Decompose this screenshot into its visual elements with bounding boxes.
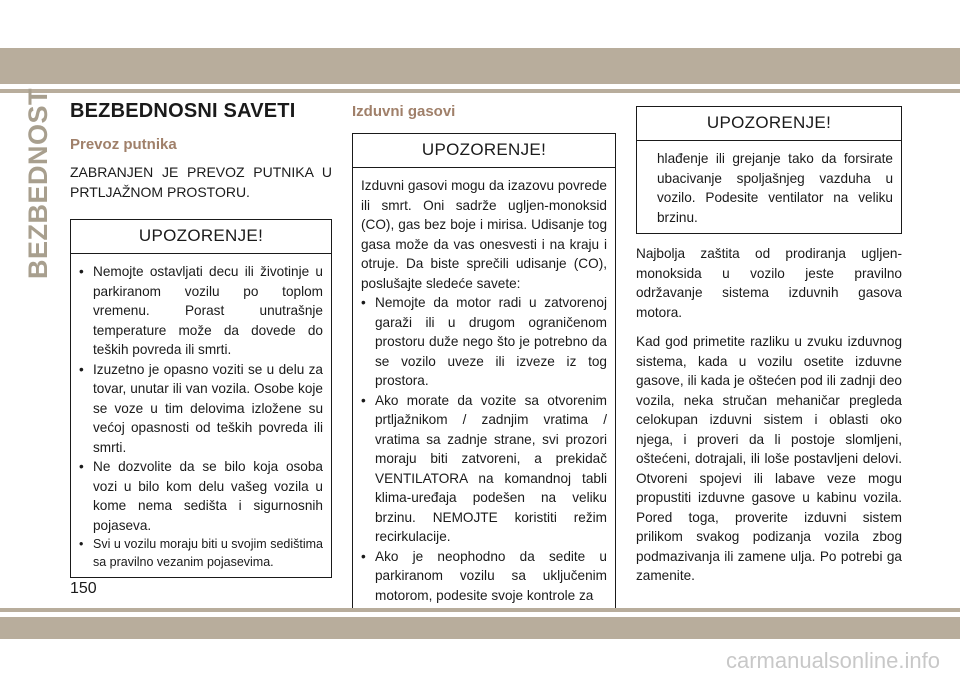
header-band <box>0 48 960 84</box>
footer-rule <box>0 608 960 612</box>
header-rule <box>0 89 960 93</box>
warning-body <box>71 254 331 577</box>
warning-list <box>79 262 323 571</box>
subtitle-passengers: Prevoz putnika <box>70 136 177 153</box>
warning-item: • Svi u vozilu moraju biti u svojim sedištima sa pravilno vezanim pojasevima. <box>79 535 323 571</box>
intro-paragraph: ZABRANJEN JE PREVOZ PUTNIKA U PRTLJAŽNOM PROSTORU. <box>70 164 332 200</box>
warning-heading: UPOZORENJE! <box>71 220 331 254</box>
section-title: BEZBEDNOSNI SAVETI <box>70 100 296 122</box>
warning-box-continued <box>636 106 902 234</box>
subtitle-exhaust: Izduvni gasovi <box>352 103 456 120</box>
column-2 <box>352 100 616 612</box>
body-paragraph: Najbolja zaštita od prodiranja ugljen-monoksida u vozilo jeste pravilno održavanje sistema izduvnih gasova motora. <box>636 246 902 320</box>
watermark: carmanualsonline.info <box>725 648 940 673</box>
warning-body <box>353 168 615 611</box>
footer-band <box>0 617 960 639</box>
warning-item: • Nemojte da motor radi u zatvorenoj garaži ili u drugom ograničenom prostoru duže nego što je potrebno da se vozilo uveze ili izveze iz tog prostora. <box>361 293 607 391</box>
warning-intro: Izduvni gasovi mogu da izazovu povrede ili smrt. Oni sadrže ugljen-monoksid (CO), gas bez boje i mirisa. Udisanje tog gasa može da vas onesvesti i na kraju i otruje. Da biste sprečili udisanje (CO), poslušajte sledeće savete: <box>361 178 607 291</box>
warning-heading: UPOZORENJE! <box>353 134 615 168</box>
column-1 <box>70 100 332 578</box>
warning-heading: UPOZORENJE! <box>637 107 901 141</box>
warning-body <box>637 141 901 233</box>
warning-box-passengers <box>70 219 332 578</box>
warning-item: • Nemojte ostavljati decu ili životinje u parkiranom vozilu po toplom vremenu. Porast unutrašnje temperature može da dovede do teških povreda ili smrti. <box>79 262 323 360</box>
warning-item: • Ako je neophodno da sedite u parkiranom vozilu sa uključenim motorom, podesite svoje kontrole za <box>361 547 607 606</box>
warning-box-exhaust <box>352 133 616 612</box>
warning-item: • Izuzetno je opasno voziti se u delu za tovar, unutar ili van vozila. Osobe koje se voze u tim delovima izložene su većoj opasnosti od teških povreda ili smrti. <box>79 360 323 458</box>
side-tab-label: BEZBEDNOST <box>22 87 53 279</box>
column-3 <box>636 100 902 586</box>
page-number: 150 <box>70 580 97 597</box>
warning-list <box>361 293 607 605</box>
section-side-tab <box>21 87 55 279</box>
warning-item: • Ako morate da vozite sa otvorenim prtljažnikom / zadnjim vratima / vratima sa zadnje strane, svi prozori moraju biti zatvoreni, a prekidač VENTILATORA na komandnoj tabli klima-uređaja podešen na veliku brzinu. NEMOJTE koristiti režim recirkulacije. <box>361 391 607 547</box>
warning-item: • Ne dozvolite da se bilo koja osoba vozi u bilo kom delu vašeg vozila u kome nema sedišta i sigurnosnih pojaseva. <box>79 457 323 535</box>
warning-continuation: hlađenje ili grejanje tako da forsirate ubacivanje spoljašnjeg vazduha u vozilo. Podesite ventilator na veliku brzinu. <box>657 151 893 225</box>
body-paragraph: Kad god primetite razliku u zvuku izduvnog sistema, kada u vozilu osetite izduvne gasove, ili kada je oštećen pod ili zadnji deo vozila, neka stručan mehaničar pregleda celokupan izduvni sistem i oblasti oko njega, i proveri da li postoje slomljeni, oštećeni, dotrajali, ili loše postavljeni delovi. Otvoreni spojevi ili labave veze mogu propustiti izduvne gasove u kabinu vozila. Pored toga, proverite izduvni sistem prilikom svakog podizanja vozila zbog podmazivanja ili zamene ulja. Po potrebi ga zamenite. <box>636 334 902 583</box>
